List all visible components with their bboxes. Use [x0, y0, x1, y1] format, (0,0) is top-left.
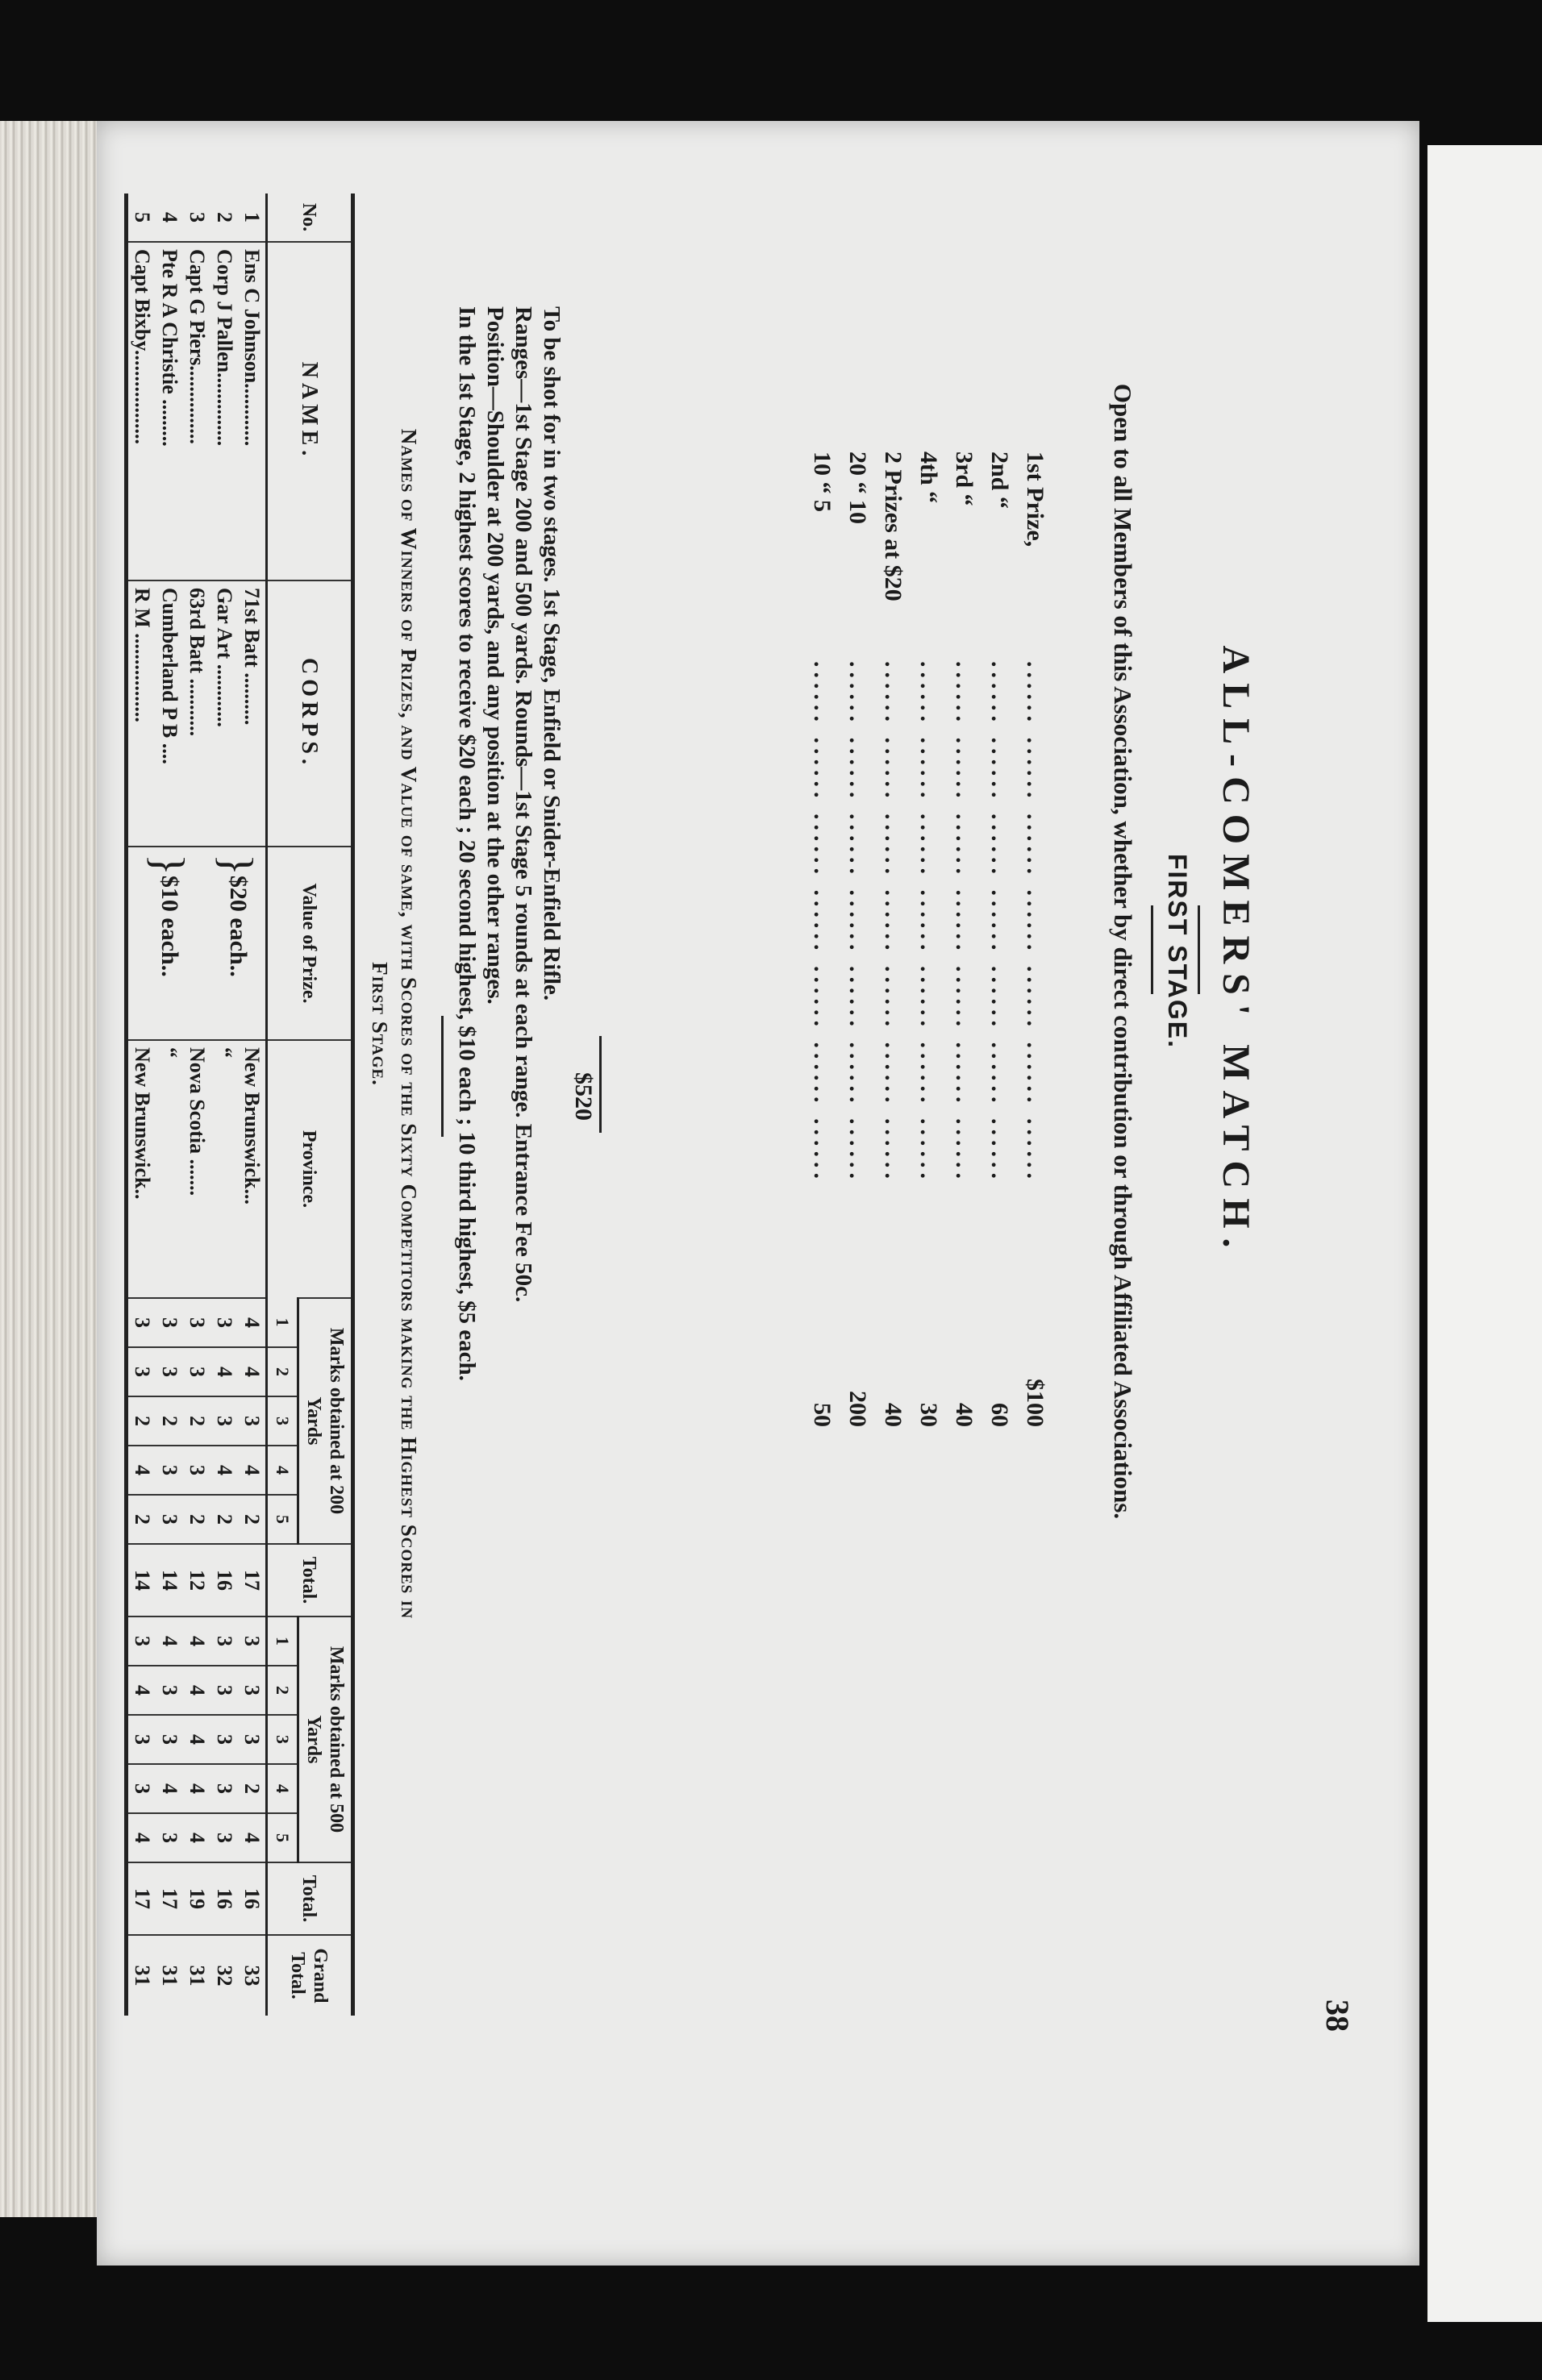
score-500: 3 [210, 1764, 238, 1813]
competitor-name: Ens C Johnson............ [238, 242, 267, 580]
note-position: Position—Shoulder at 200 yards, and any position at the other ranges. [482, 306, 508, 1005]
score-500: 3 [156, 1813, 183, 1862]
score-500: 3 [156, 1715, 183, 1764]
score-500: 4 [183, 1764, 210, 1813]
score-200: 3 [156, 1347, 183, 1396]
total-500: 17 [156, 1862, 183, 1935]
score-500: 4 [183, 1616, 210, 1666]
corps: 63rd Batt ........... [183, 580, 210, 847]
row-number: 1 [240, 212, 264, 223]
score-200: 3 [183, 1298, 210, 1347]
score-200: 3 [210, 1298, 238, 1347]
total-200: 14 [127, 1544, 156, 1616]
col-header-province: Province. [267, 1040, 353, 1298]
prize-amount: 40 [951, 1403, 977, 1427]
province: New Brunswick... [238, 1040, 267, 1298]
score-500: 4 [238, 1813, 267, 1862]
prize-label: 20 “ 10 [844, 451, 871, 524]
prize-amount: 30 [915, 1403, 942, 1427]
prize-value-text: $10 each.. [156, 875, 183, 977]
leader-dots: ...... ...... ...... ...... ...... ...... ...... [880, 661, 906, 1184]
score-200: 3 [210, 1396, 238, 1446]
score-200: 3 [127, 1298, 156, 1347]
score-200: 4 [238, 1347, 267, 1396]
score-500: 3 [127, 1764, 156, 1813]
leader-dots: ...... ...... ...... ...... ...... ...... ...... [986, 661, 1013, 1184]
score-200: 2 [127, 1495, 156, 1544]
score-200: 2 [156, 1396, 183, 1446]
prize-amount: 50 [809, 1403, 836, 1427]
score-500: 3 [156, 1666, 183, 1715]
col-header-total-500: Total. [267, 1862, 353, 1935]
score-500: 4 [183, 1666, 210, 1715]
total-500: 17 [127, 1862, 156, 1935]
total-200: 14 [156, 1544, 183, 1616]
score-500: 3 [238, 1715, 267, 1764]
total-200: 12 [183, 1544, 210, 1616]
page-number: 38 [1319, 1999, 1356, 2032]
col-header-name: NAME. [267, 242, 353, 580]
col-header-grand-total: Grand Total. [267, 1935, 353, 2016]
prize-amount: 60 [986, 1403, 1013, 1427]
score-500: 3 [210, 1616, 238, 1666]
competitor-name: Capt Bixby.................. [127, 242, 156, 580]
score-500: 3 [210, 1715, 238, 1764]
row-number: 4 [158, 212, 181, 223]
score-500: 3 [238, 1666, 267, 1715]
note-ranges: Ranges—1st Stage 200 and 500 yards. Rounds—1st Stage 5 rounds at each range. Entrance Fee 50c. [511, 306, 536, 1303]
col-header-no: No. [267, 193, 353, 242]
score-500: 3 [210, 1813, 238, 1862]
total-500: 19 [183, 1862, 210, 1935]
score-200: 3 [156, 1446, 183, 1495]
shot-header: 5 [267, 1813, 298, 1862]
stage-heading: FIRST STAGE. [1163, 853, 1192, 1050]
score-200: 3 [238, 1396, 267, 1446]
shot-header: 2 [267, 1666, 298, 1715]
eligibility-text: Open to all Members of this Association, whether by direct contribution or through Affiliated Associations. [1109, 383, 1137, 1520]
prize-total: $520 [570, 1072, 597, 1121]
table-row [210, 193, 238, 2016]
score-200: 4 [210, 1347, 238, 1396]
score-200: 3 [183, 1347, 210, 1396]
corps: Gar Art ............ [210, 580, 238, 847]
total-500: 16 [238, 1862, 267, 1935]
prize-amount: 40 [880, 1403, 906, 1427]
score-500: 4 [183, 1715, 210, 1764]
leader-dots: ...... ...... ...... ...... ...... ...... ...... [844, 661, 871, 1184]
shot-header: 1 [267, 1298, 298, 1347]
results-body [127, 193, 267, 2016]
province: New Brunswick.. [127, 1040, 156, 1298]
adjacent-page [1427, 145, 1542, 2322]
score-500: 4 [127, 1813, 156, 1862]
results-table [124, 193, 355, 2016]
note-stages: To be shot for in two stages. 1st Stage, Enfield or Snider-Enfield Rifle. [539, 306, 565, 1001]
table-caption [365, 226, 423, 1822]
prize-label: 1st Prize, [1022, 451, 1048, 547]
col-header-marks-500: Marks obtained at 500 Yards [298, 1616, 353, 1862]
prize-value-text: $20 each.. [225, 875, 252, 977]
col-header-value: Value of Prize. [267, 847, 353, 1040]
score-500: 3 [127, 1715, 156, 1764]
row-number: 3 [185, 212, 209, 223]
shot-header: 2 [267, 1347, 298, 1396]
table-row [183, 193, 210, 2016]
grand-total: 33 [238, 1935, 267, 2016]
score-200: 3 [156, 1298, 183, 1347]
grand-total: 31 [183, 1935, 210, 2016]
corps: 71st Batt .......... [238, 580, 267, 847]
section-divider [441, 1016, 444, 1137]
leader-dots: ...... ...... ...... ...... ...... ...... ...... [809, 661, 836, 1184]
score-200: 3 [127, 1347, 156, 1396]
col-header-marks-200: Marks obtained at 200 Yards [298, 1298, 353, 1544]
score-200: 4 [210, 1446, 238, 1495]
score-200: 2 [238, 1495, 267, 1544]
grand-total: 32 [210, 1935, 238, 2016]
competitor-name: Corp J Pallen.............. [210, 242, 238, 580]
prize-label: 2nd “ [986, 451, 1013, 509]
score-200: 4 [238, 1298, 267, 1347]
score-200: 2 [183, 1495, 210, 1544]
table-row [156, 193, 183, 2016]
score-200: 3 [156, 1495, 183, 1544]
score-200: 4 [127, 1446, 156, 1495]
total-200: 16 [210, 1544, 238, 1616]
title-divider [1198, 905, 1200, 994]
score-200: 2 [210, 1495, 238, 1544]
shot-header: 4 [267, 1764, 298, 1813]
grand-total: 31 [127, 1935, 156, 2016]
score-200: 2 [183, 1396, 210, 1446]
corps: R M ................. [127, 580, 156, 847]
shot-header: 4 [267, 1446, 298, 1495]
col-header-corps: CORPS. [267, 580, 353, 847]
page-title: ALL-COMERS' MATCH. [1215, 645, 1257, 1258]
score-500: 4 [156, 1764, 183, 1813]
province: “ [210, 1040, 238, 1298]
table-row [127, 193, 156, 2016]
corps: Cumberland P B .... [156, 580, 183, 847]
note-awards: In the 1st Stage, 2 highest scores to receive $20 each ; 20 second highest, $10 each ; 10 third highest, $5 each. [454, 306, 480, 1381]
row-number: 2 [213, 212, 236, 223]
caption-line-1: Names of Winners of Prizes, and Value of same, with Scores of the Sixty Competitors making the Highest Scores in [397, 428, 421, 1620]
shot-header: 5 [267, 1495, 298, 1544]
prize-value [127, 847, 211, 1040]
leader-dots: ...... ...... ...... ...... ...... ...... ...... [951, 661, 977, 1184]
province: “ [156, 1040, 183, 1298]
brace-glyph: } [210, 854, 261, 876]
leader-dots: ...... ...... ...... ...... ...... ...... ...... [1022, 661, 1048, 1184]
score-500: 3 [238, 1616, 267, 1666]
prize-label: 3rd “ [951, 451, 977, 506]
prize-label: 2 Prizes at $20 [880, 451, 906, 601]
row-number: 5 [131, 212, 154, 223]
rotated-page-content [81, 145, 1403, 2128]
score-200: 4 [238, 1446, 267, 1495]
leader-dots: ...... ...... ...... ...... ...... ...... ...... [915, 661, 942, 1184]
competitor-name: Pte R A Christie ......... [156, 242, 183, 580]
prize-label: 4th “ [915, 451, 942, 504]
prize-label: 10 “ 5 [809, 451, 836, 512]
col-header-total-200: Total. [267, 1544, 353, 1616]
brace-glyph: } [142, 854, 193, 876]
score-500: 3 [127, 1616, 156, 1666]
score-500: 3 [210, 1666, 238, 1715]
score-500: 2 [238, 1764, 267, 1813]
shot-header: 3 [267, 1715, 298, 1764]
shot-header: 3 [267, 1396, 298, 1446]
prize-value [210, 847, 267, 1040]
prize-amount: $100 [1022, 1379, 1048, 1427]
province: Nova Scotia ....... [183, 1040, 210, 1298]
score-500: 4 [127, 1666, 156, 1715]
grand-total: 31 [156, 1935, 183, 2016]
competitor-name: Capt G Piers............... [183, 242, 210, 580]
total-rule [599, 1036, 602, 1133]
total-500: 16 [210, 1862, 238, 1935]
table-row [238, 193, 267, 2016]
score-200: 3 [183, 1446, 210, 1495]
caption-line-2: First Stage. [368, 962, 392, 1086]
score-500: 4 [183, 1813, 210, 1862]
total-200: 17 [238, 1544, 267, 1616]
shot-header: 1 [267, 1616, 298, 1666]
score-500: 4 [156, 1616, 183, 1666]
stage-divider [1151, 905, 1153, 994]
score-200: 2 [127, 1396, 156, 1446]
prize-amount: 200 [844, 1391, 871, 1427]
